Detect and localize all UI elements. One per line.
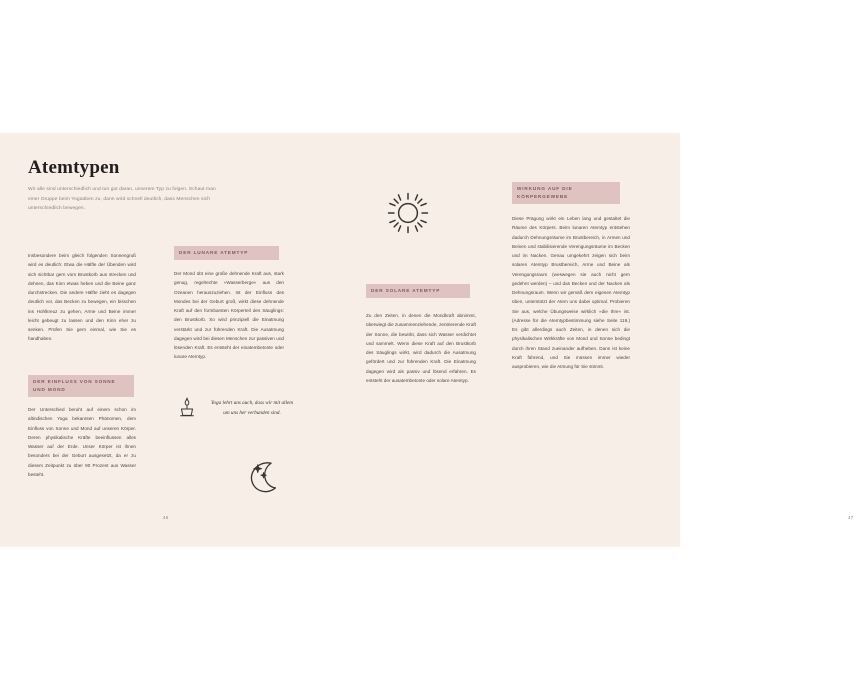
sun-icon — [384, 189, 432, 237]
body-column-b: Der Mond übt eine große dehnende Kraft aus, stark genug, regelrechte »Wasserberge« aus den Ozeanen herauszuziehen. Ist der Einfluss des Mondes bei der Geburt groß, wirkt diese dehnende Kraft auf den formbarsten Körperteil des Säuglings: den Brustkorb. So wird prinzipiell die Einatmung verstärkt und zur führenden Kraft. Die Ausatmung dagegen wird bei diesen Menschen zur passiven und lösenden Kraft. Es entsteht der einatembetonte oder lunare Atemtyp. — [174, 271, 284, 360]
section-heading-einfluss-sonne-mond: DER EINFLUSS VON SONNE UND MOND — [28, 375, 134, 397]
body-column-a2: Der Unterschied beruht auf einem schon im altindischen Yoga bekannten Phänomen, dem Einfluss von Sonne und Mond auf unseren Körper. Deren physikalische Kräfte beeinflussen alles Wasser auf der Erde. Unser Körper ist ihnen besonders bei der Geburt ausgesetzt, da er zu diesem Zeitpunkt zu über 90 Prozent aus Wasser besteht. — [28, 407, 136, 477]
section-heading-lunare-atemtyp: DER LUNARE ATEMTYP — [174, 246, 279, 260]
pull-quote: Yoga lehrt uns auch, dass wir mit allem um uns her verbunden sind. — [211, 400, 293, 416]
page-subtitle: Wir alle sind unterschiedlich und tun gut daran, unserem Typ zu folgen. Schaut man einer Gruppe beim Yogaüben zu, dann wird schnell deutlich, dass Menschen sich unterschiedlich bewegen. — [28, 187, 216, 212]
candle-icon — [176, 395, 198, 419]
left-page — [0, 133, 340, 547]
page-number-right: 47 — [848, 515, 853, 520]
body-column-c: Zu den Zeiten, in denen die Mondkraft abnimmt, überwiegt die zusammenziehende, zentrierende Kraft der Sonne, die bewirkt, dass sich Wasser verdichtet und sammelt. Wenn diese Kraft auf den Brustkorb des Säuglings wirkt, wird dadurch die Ausatmung gefördert und zur führenden Kraft. Die Einatmung dagegen wird als passiv und lösend erfahren. Es entsteht der ausatembetonte oder solare Atemtyp. — [366, 313, 476, 383]
right-page — [340, 133, 853, 547]
page-title: Atemtypen — [28, 157, 120, 178]
book-spread — [0, 133, 853, 547]
body-column-d: Diese Prägung wirkt ein Leben lang und gestaltet die Räume des Körpers. Beim lunaren Atemtyp entstehen dadurch Dehnungsräume im Brustbereich, in Armen und Beinen und stabilisierende Verengungsräume im Becken und im Nacken. Genau umgekehrt zeigen sich beim solaren Atemtyp Brustbereich, Arme und Beine als Verengungsraum (weswegen sie auch nicht gern gedehnt werden) – und das Becken und der Nacken als Dehnungsraum. Wenn wir gemäß dem eigenen Atemtyp üben, unterstützt der Atem uns dabei optimal. Probieren Sie aus, welche Übungsweise wirklich »die Ihre« ist. (Adresse für die Atemtypbestimmung siehe Seite 119.) Es gibt allerdings auch Zeiten, in denen sich die physikalischen Wirkkräfte von Mond und Sonne bedingt durch ihren Stand zueinander aufheben. Dann ist keine Kraft führend, und Sie müssen immer wieder ausprobieren, wie die Atmung für Sie stimmt. — [512, 216, 630, 370]
moon-icon — [242, 455, 284, 497]
page-number-left: 46 — [163, 515, 169, 520]
body-column-a: Insbesondere beim gleich folgenden Sonnengruß wird es deutlich: Etwa die Hälfte der Übenden wird sich sichtbar gern vom Brustkorb aus strecken und dehnen, das Kinn etwas heben und die Beine ganz durchstrecken. Die andere Hälfte zieht es dagegen deutlich vor, das Becken zu bewegen, ein bisschen ins Hohlkreuz zu gehen, Arme und Beine immer leicht gebeugt zu lassen und den Kinn eher zu senken. Prüfen Sie gern einmal, wie Sie es handhaben. — [28, 253, 136, 342]
section-heading-wirkung-koerpergewebe: WIRKUNG AUF DIE KÖRPERGEWEBE — [512, 182, 620, 204]
section-heading-solare-atemtyp: DER SOLARE ATEMTYP — [366, 284, 470, 298]
